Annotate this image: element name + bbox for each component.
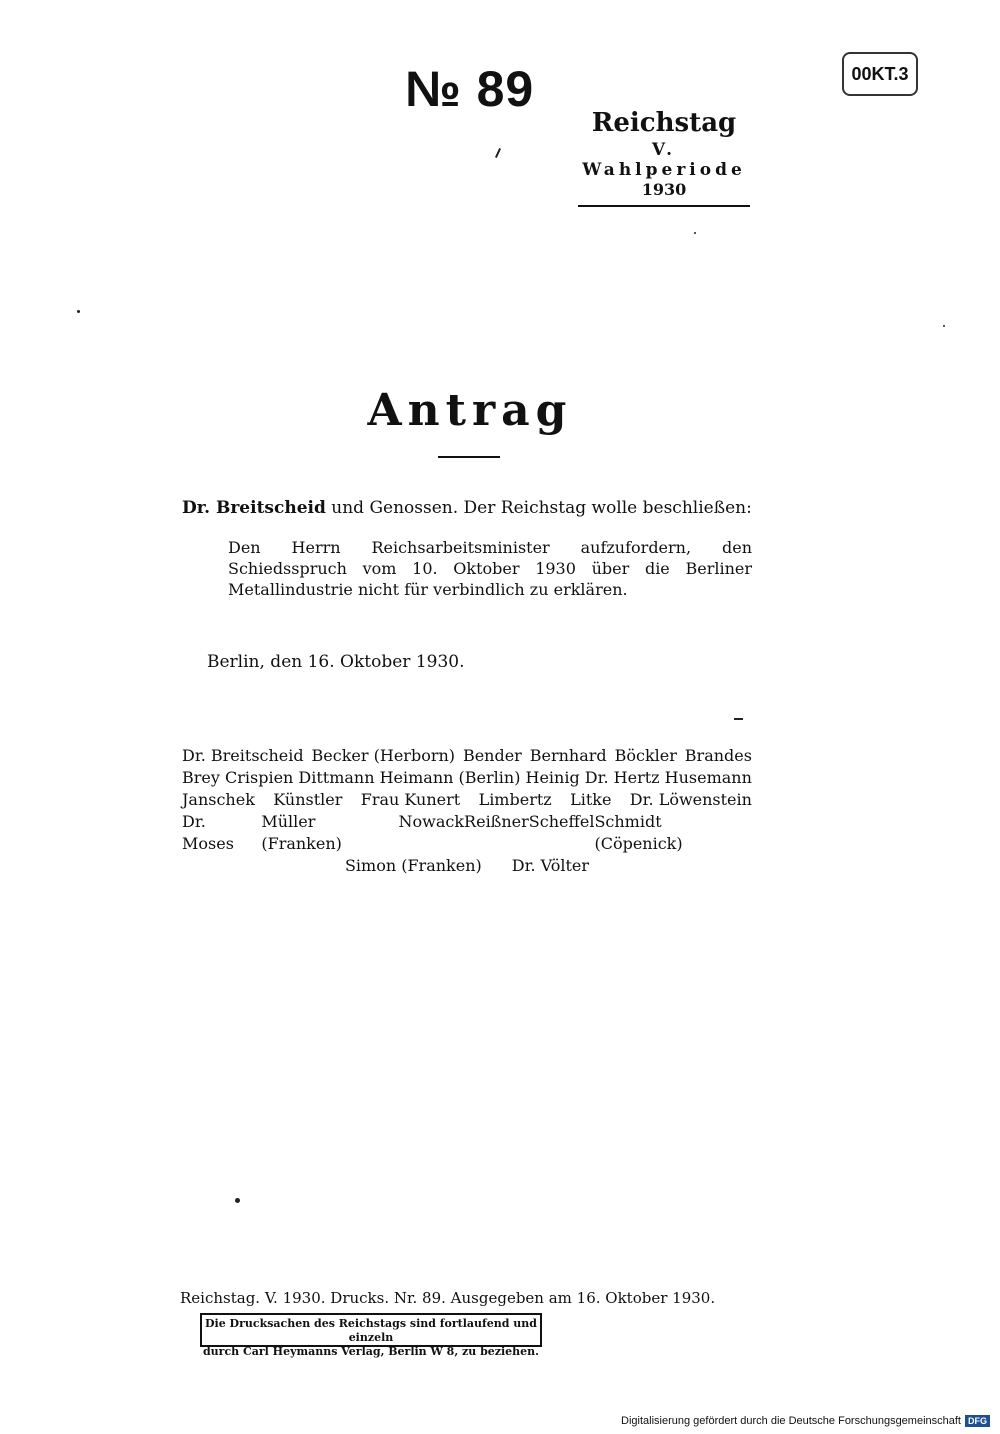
signer: Brandes — [684, 746, 752, 765]
period-label: V. Wahlperiode — [582, 140, 746, 180]
signer: Bernhard — [529, 746, 607, 765]
intro-rest: und Genossen. Der Reichstag wolle beschließen: — [325, 498, 752, 518]
date-line: Berlin, den 16. Oktober 1930. — [207, 652, 465, 672]
signers-block — [182, 745, 752, 877]
reichstag-header — [578, 108, 750, 207]
signer: Dr. Breitscheid — [182, 746, 304, 765]
signer-row — [182, 767, 752, 789]
scan-speck — [694, 232, 696, 234]
dfg-text: Digitalisierung gefördert durch die Deutsche Forschungsgemeinschaft — [621, 1415, 961, 1427]
scan-speck — [77, 310, 80, 313]
signer: Frau Kunert — [360, 790, 461, 809]
title-rule — [438, 456, 500, 458]
header-rule — [578, 205, 750, 207]
signer-row — [182, 745, 752, 767]
signer: Simon (Franken) — [344, 856, 482, 875]
signer: Heinig — [525, 768, 580, 787]
dfg-credit — [621, 1415, 990, 1427]
motion-body: Den Herrn Reichsarbeitsminister aufzufordern, den Schiedsspruch vom 10. Oktober 1930 über die Berliner Metallindustrie nicht für verbindlich zu erklären. — [228, 538, 752, 599]
intro-name: Dr. Breitscheid — [182, 498, 326, 518]
reichstag-title: Reichstag — [591, 108, 737, 138]
page-title: Antrag — [367, 385, 573, 436]
signer-row — [182, 855, 752, 877]
footer-line: Reichstag. V. 1930. Drucks. Nr. 89. Ausgegeben am 16. Oktober 1930. — [180, 1289, 716, 1307]
signer: Dr. Völter — [511, 856, 590, 875]
signer: Limbertz — [478, 790, 552, 809]
signer: Schmidt (Cöpenick) — [594, 812, 683, 853]
signer: Künstler — [273, 790, 343, 809]
scan-speck — [943, 325, 945, 327]
archive-stamp: 00KT.3 — [842, 52, 918, 96]
signer: Brey — [182, 768, 220, 787]
footer-notice-line: durch Carl Heymanns Verlag, Berlin W 8, zu beziehen. — [202, 1345, 540, 1358]
signer: Janschek — [182, 790, 255, 809]
signer: Dr. Löwenstein — [629, 790, 752, 809]
scan-speck — [495, 148, 501, 158]
dfg-logo-icon: DFG — [965, 1415, 990, 1427]
scan-speck — [235, 1198, 240, 1203]
signer: Dittmann — [298, 768, 375, 787]
scan-speck — [734, 718, 743, 720]
signer: Dr. Hertz — [584, 768, 660, 787]
signer: Dr. Moses — [182, 812, 234, 853]
signer: Crispien — [224, 768, 294, 787]
signer: Müller (Franken) — [261, 812, 342, 853]
signer: Böckler — [614, 746, 677, 765]
signer: Husemann — [664, 768, 752, 787]
signer: Reißner — [464, 812, 529, 831]
document-number: № 89 — [405, 61, 535, 117]
intro-line — [182, 498, 752, 518]
signer: Heimann (Berlin) — [379, 768, 521, 787]
footer-notice-box — [200, 1313, 542, 1358]
signer-row — [182, 811, 752, 855]
signer: Scheffel — [528, 812, 595, 831]
signer-row — [182, 789, 752, 811]
signer: Becker (Herborn) — [311, 746, 456, 765]
footer-notice-line: Die Drucksachen des Reichstags sind fortlaufend und einzeln — [205, 1317, 537, 1344]
signer: Nowack — [398, 812, 465, 831]
signer: Bender — [462, 746, 522, 765]
signer: Litke — [570, 790, 612, 809]
year-label: 1930 — [641, 180, 687, 199]
